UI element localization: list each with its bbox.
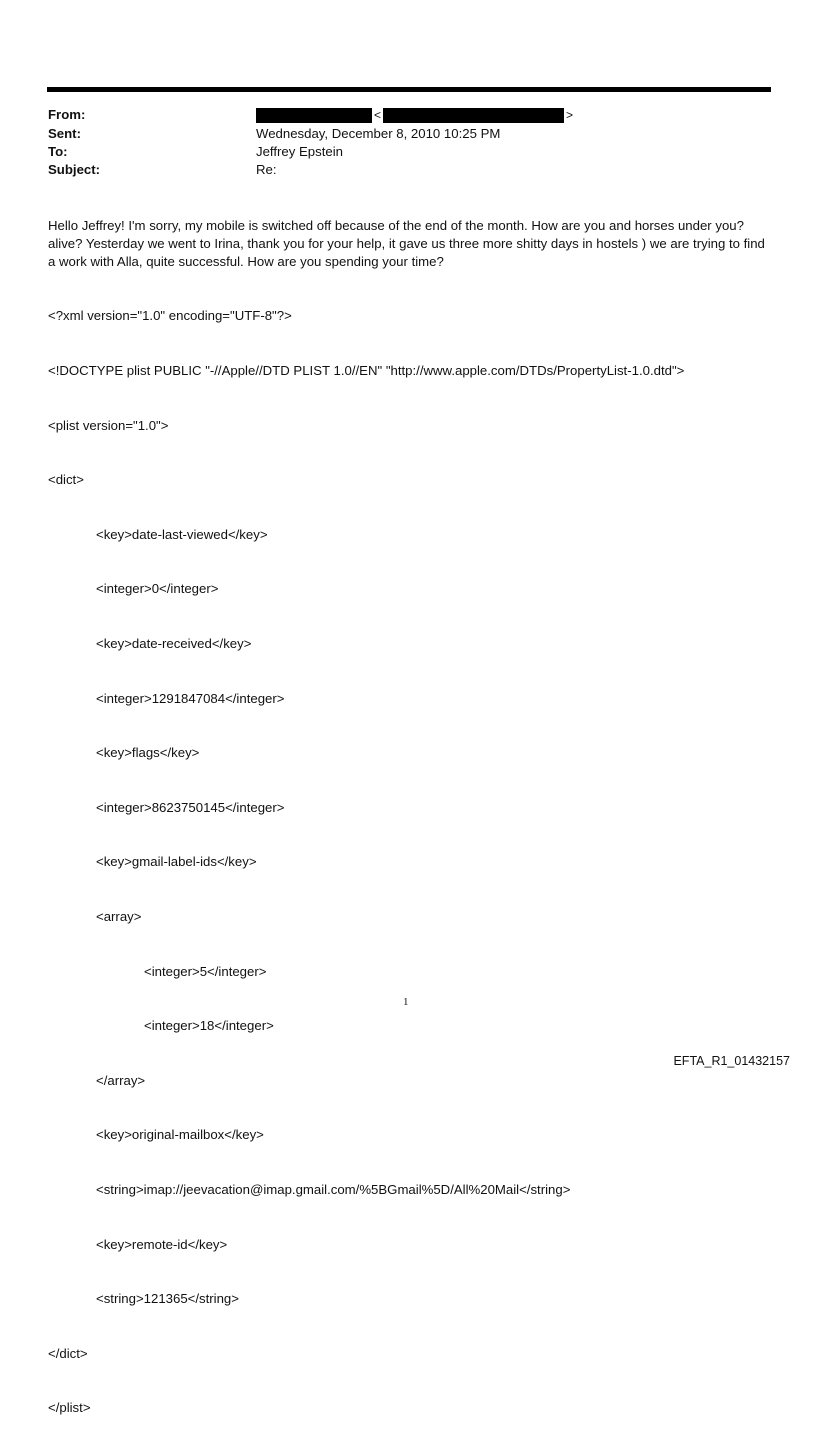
plist-line: </array>	[96, 1072, 146, 1088]
plist-line: <plist version="1.0">	[48, 417, 169, 433]
plist-line: <key>original-mailbox</key>	[96, 1127, 264, 1143]
document-id: EFTA_R1_01432157	[673, 1054, 790, 1068]
message-body: Hello Jeffrey! I'm sorry, my mobile is switched off because of the end of the month. How are you and horses under you? alive? Yesterday we went to Irina, thank you for your help, it gave us three more shitty days in hostels ) we are trying to find a work with Alla, quite successful. How are you spending your time?	[48, 218, 765, 270]
from-close-bracket: >	[566, 108, 574, 122]
subject-label: Subject:	[48, 162, 101, 177]
plist-line: <integer>18</integer>	[144, 1018, 274, 1034]
plist-block	[48, 271, 684, 1436]
plist-line: <key>gmail-label-ids</key>	[96, 854, 257, 870]
plist-line: <integer>8623750145</integer>	[96, 799, 285, 815]
plist-line: <array>	[96, 908, 142, 924]
plist-line: <key>flags</key>	[96, 745, 200, 761]
plist-line: <string>121365</string>	[96, 1291, 239, 1307]
plist-line: <!DOCTYPE plist PUBLIC "-//Apple//DTD PLIST 1.0//EN" "http://www.apple.com/DTDs/PropertyList-1.0.dtd">	[48, 363, 685, 378]
to-value: Jeffrey Epstein	[256, 144, 343, 159]
plist-line: <integer>1291847084</integer>	[96, 690, 285, 706]
plist-line: <dict>	[48, 472, 84, 488]
plist-line: </plist>	[48, 1400, 91, 1416]
sent-value: Wednesday, December 8, 2010 10:25 PM	[256, 126, 501, 141]
plist-line: <integer>5</integer>	[144, 963, 267, 979]
plist-line: <integer>0</integer>	[96, 581, 219, 597]
header-rule	[47, 87, 771, 92]
plist-line: </dict>	[48, 1345, 88, 1361]
redacted-sender-name	[256, 108, 372, 123]
subject-value: Re:	[256, 162, 277, 177]
plist-line: <?xml version="1.0" encoding="UTF-8"?>	[48, 308, 292, 324]
from-label: From:	[48, 107, 86, 122]
from-open-bracket: <	[374, 108, 382, 122]
redacted-sender-email	[383, 108, 564, 123]
plist-line: <string>imap://jeevacation@imap.gmail.com/%5BGmail%5D/All%20Mail</string>	[96, 1181, 571, 1197]
plist-line: <key>date-received</key>	[96, 635, 252, 651]
plist-line: <key>date-last-viewed</key>	[96, 526, 268, 542]
page-number: 1	[403, 996, 409, 1008]
sent-label: Sent:	[48, 126, 81, 141]
to-label: To:	[48, 144, 68, 159]
plist-line: <key>remote-id</key>	[96, 1236, 228, 1252]
